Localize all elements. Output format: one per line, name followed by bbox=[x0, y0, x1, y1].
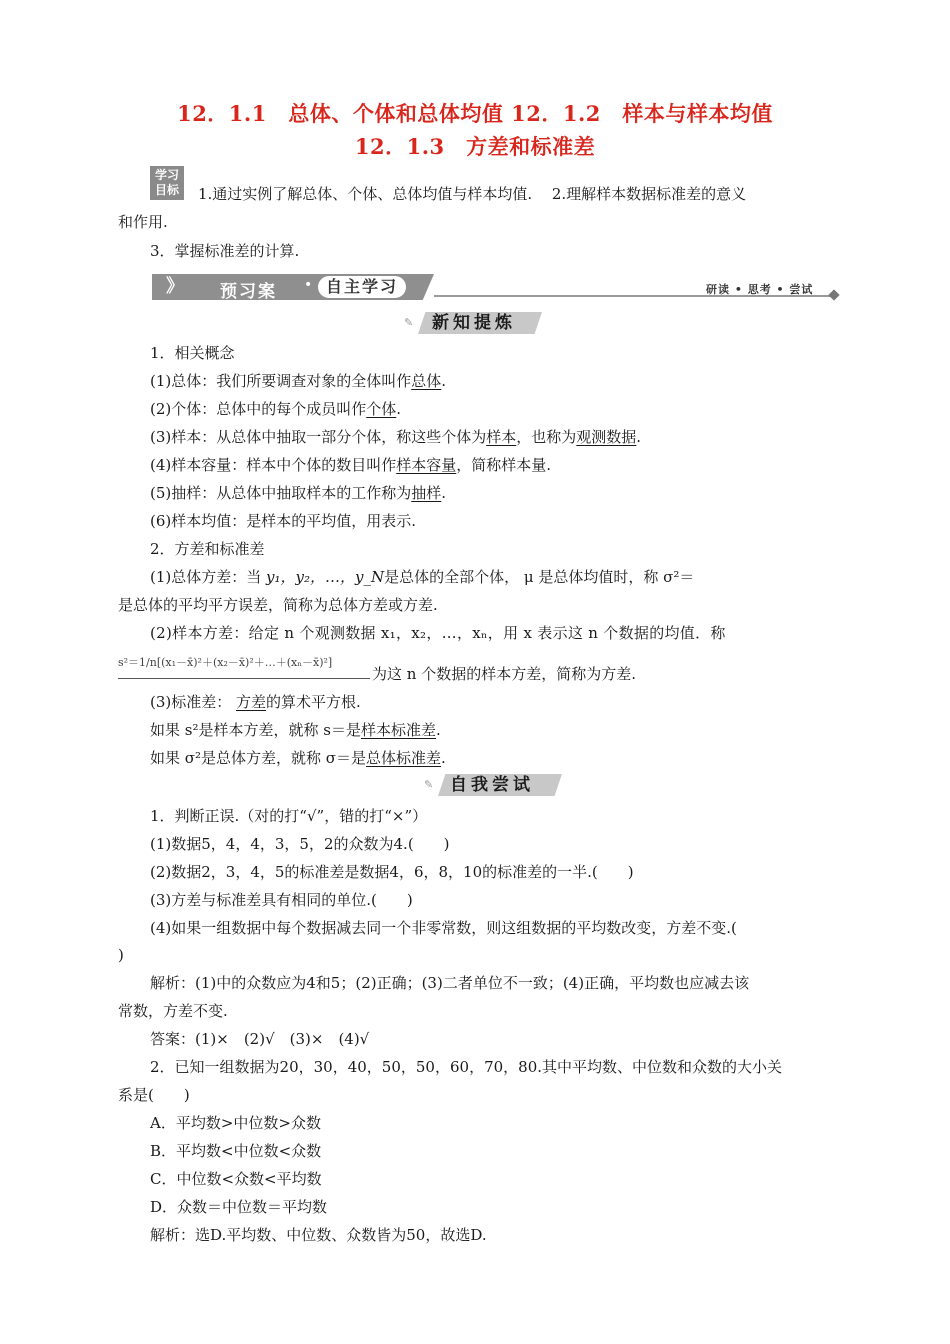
banner-dot: • bbox=[304, 277, 313, 293]
variance-1-vars: y₁，y₂，…，y_N bbox=[266, 568, 385, 586]
concept-2-answer: 个体 bbox=[366, 400, 397, 418]
diamond-icon bbox=[828, 289, 839, 300]
variance-5-answer: 总体标准差 bbox=[366, 749, 442, 767]
concept-1-text: (1)总体：我们所要调查对象的全体叫作 bbox=[150, 372, 412, 390]
banner-title: 预习案 bbox=[220, 282, 277, 302]
variance-4-answer: 样本标准差 bbox=[360, 721, 436, 739]
concept-3-end: . bbox=[636, 428, 642, 446]
variance-5 bbox=[150, 748, 870, 768]
q1-d-cont: ) bbox=[118, 946, 124, 964]
variance-3 bbox=[150, 692, 870, 712]
variance-2-cont: 为这 n 个数据的样本方差，简称为方差. bbox=[372, 665, 636, 683]
title-line-1: 12．1.1 总体、个体和总体均值 12．1.2 样本与样本均值 bbox=[177, 101, 773, 126]
concept-4 bbox=[150, 455, 870, 475]
section-title: 新知提炼 bbox=[432, 313, 516, 333]
q1-a: (1)数据5，4，4，3，5，2的众数为4.( ) bbox=[150, 835, 450, 853]
concept-1-answer: 总体 bbox=[411, 372, 442, 390]
concept-4-end: ，简称样本量. bbox=[456, 456, 552, 474]
q1-c: (3)方差与标准差具有相同的单位.( ) bbox=[150, 891, 413, 909]
objectives-line-2: 和作用. bbox=[118, 213, 168, 231]
q1-d: (4)如果一组数据中每个数据减去同一个非零常数，则这组数据的平均数改变，方差不变.( bbox=[150, 919, 737, 937]
variance-1-text: (1)总体方差：当 bbox=[150, 568, 267, 586]
concept-4-text: (4)样本容量：样本中个体的数目叫作 bbox=[150, 456, 397, 474]
sample-variance-formula bbox=[118, 654, 370, 679]
variance-3-end: 的算术平方根. bbox=[266, 693, 361, 711]
variance-5-text: 如果 σ²是总体方差，就称 σ＝是 bbox=[150, 749, 367, 767]
q2-option-a: A．平均数>中位数>众数 bbox=[150, 1114, 321, 1132]
variance-1-cont: 是总体的平均平方误差，简称为总体方差或方差. bbox=[118, 596, 438, 614]
title-line-2: 12．1.3 方差和标准差 bbox=[354, 134, 596, 159]
q1-solution-cont: 常数，方差不变. bbox=[118, 1002, 228, 1020]
q1-b: (2)数据2，3，4，5的标准差是数据4，6，8，10的标准差的一半.( ) bbox=[150, 863, 634, 881]
concept-6: (6)样本均值：是样本的平均值，用表示. bbox=[150, 512, 417, 530]
preview-banner bbox=[152, 274, 434, 300]
concept-3-mid: ，也称为 bbox=[516, 428, 577, 446]
objectives-line-3: 3．掌握标准差的计算. bbox=[150, 242, 300, 260]
chevron-icon: 》 bbox=[166, 276, 184, 297]
concepts-heading: 1．相关概念 bbox=[150, 344, 235, 362]
q2-option-d: D．众数＝中位数＝平均数 bbox=[150, 1198, 328, 1216]
q2-solution: 解析：选D.平均数、中位数、众数皆为50，故选D. bbox=[150, 1226, 487, 1244]
banner-pill: 自主学习 bbox=[318, 276, 406, 298]
section-title: 自我尝试 bbox=[450, 775, 534, 795]
variance-3-text: (3)标准差： bbox=[150, 693, 237, 711]
variance-4-end: . bbox=[435, 721, 441, 739]
concept-2-end: . bbox=[396, 400, 402, 418]
objectives-line-1: 1.通过实例了解总体、个体、总体均值与样本均值. 2.理解样本数据标准差的意义 bbox=[198, 185, 747, 203]
pencil-icon: ✎ bbox=[404, 316, 414, 329]
objectives-badge bbox=[150, 166, 184, 200]
q2-stem: 2．已知一组数据为20，30，40，50，50，60，70，80.其中平均数、中位数和众数的大小关 bbox=[150, 1058, 783, 1076]
q1-answer: 答案：(1)× (2)√ (3)× (4)√ bbox=[150, 1030, 370, 1048]
q1-stem: 1．判断正误.（对的打“√”，错的打“×”） bbox=[150, 807, 428, 825]
concept-3-answer-2: 观测数据 bbox=[576, 428, 637, 446]
variance-5-end: . bbox=[441, 749, 446, 767]
variance-4-text: 如果 s²是样本方差，就称 s＝是 bbox=[150, 721, 361, 739]
concept-1-end: . bbox=[441, 372, 447, 390]
variance-3-answer: 方差 bbox=[236, 693, 267, 711]
concept-1 bbox=[150, 371, 870, 391]
q2-option-c: C．中位数<众数<平均数 bbox=[150, 1170, 322, 1188]
concept-3-text: (3)样本：从总体中抽取一部分个体，称这些个体为 bbox=[150, 428, 487, 446]
variance-1 bbox=[150, 567, 870, 587]
variance-4 bbox=[150, 720, 870, 740]
concept-5 bbox=[150, 483, 870, 503]
pencil-icon: ✎ bbox=[424, 778, 434, 791]
concept-2-text: (2)个体：总体中的每个成员叫作 bbox=[150, 400, 367, 418]
concept-2 bbox=[150, 399, 870, 419]
variance-2: (2)样本方差：给定 n 个观测数据 x₁，x₂，…，xₙ，用 x 表示这 n 个数据的均值．称 bbox=[150, 624, 726, 642]
variance-1-text-b: 是总体的全部个体， μ 是总体均值时，称 σ²＝ bbox=[384, 568, 695, 586]
q1-solution: 解析：(1)中的众数应为4和5；(2)正确；(3)二者单位不一致；(4)正确，平均数也应减去该 bbox=[150, 974, 750, 992]
q2-stem-cont: 系是( ) bbox=[118, 1086, 190, 1104]
objectives-badge-text: 学习 目标 bbox=[154, 168, 179, 197]
concept-5-answer: 抽样 bbox=[411, 484, 442, 502]
concept-5-text: (5)抽样：从总体中抽取样本的工作称为 bbox=[150, 484, 412, 502]
section-self-test bbox=[424, 774, 564, 796]
concept-3 bbox=[150, 427, 870, 447]
banner-right-tag: 研读 • 思考 • 尝试 bbox=[706, 283, 814, 296]
section-new-knowledge bbox=[404, 312, 544, 334]
concept-3-answer-1: 样本 bbox=[486, 428, 517, 446]
formula-text: s²＝1/n[(x₁－x̄)²＋(x₂－x̄)²＋…＋(xₙ－x̄)²] bbox=[118, 656, 333, 669]
concept-4-answer: 样本容量 bbox=[396, 456, 457, 474]
variance-heading: 2．方差和标准差 bbox=[150, 540, 265, 558]
q2-option-b: B．平均数<中位数<众数 bbox=[150, 1142, 322, 1160]
concept-5-end: . bbox=[441, 484, 447, 502]
